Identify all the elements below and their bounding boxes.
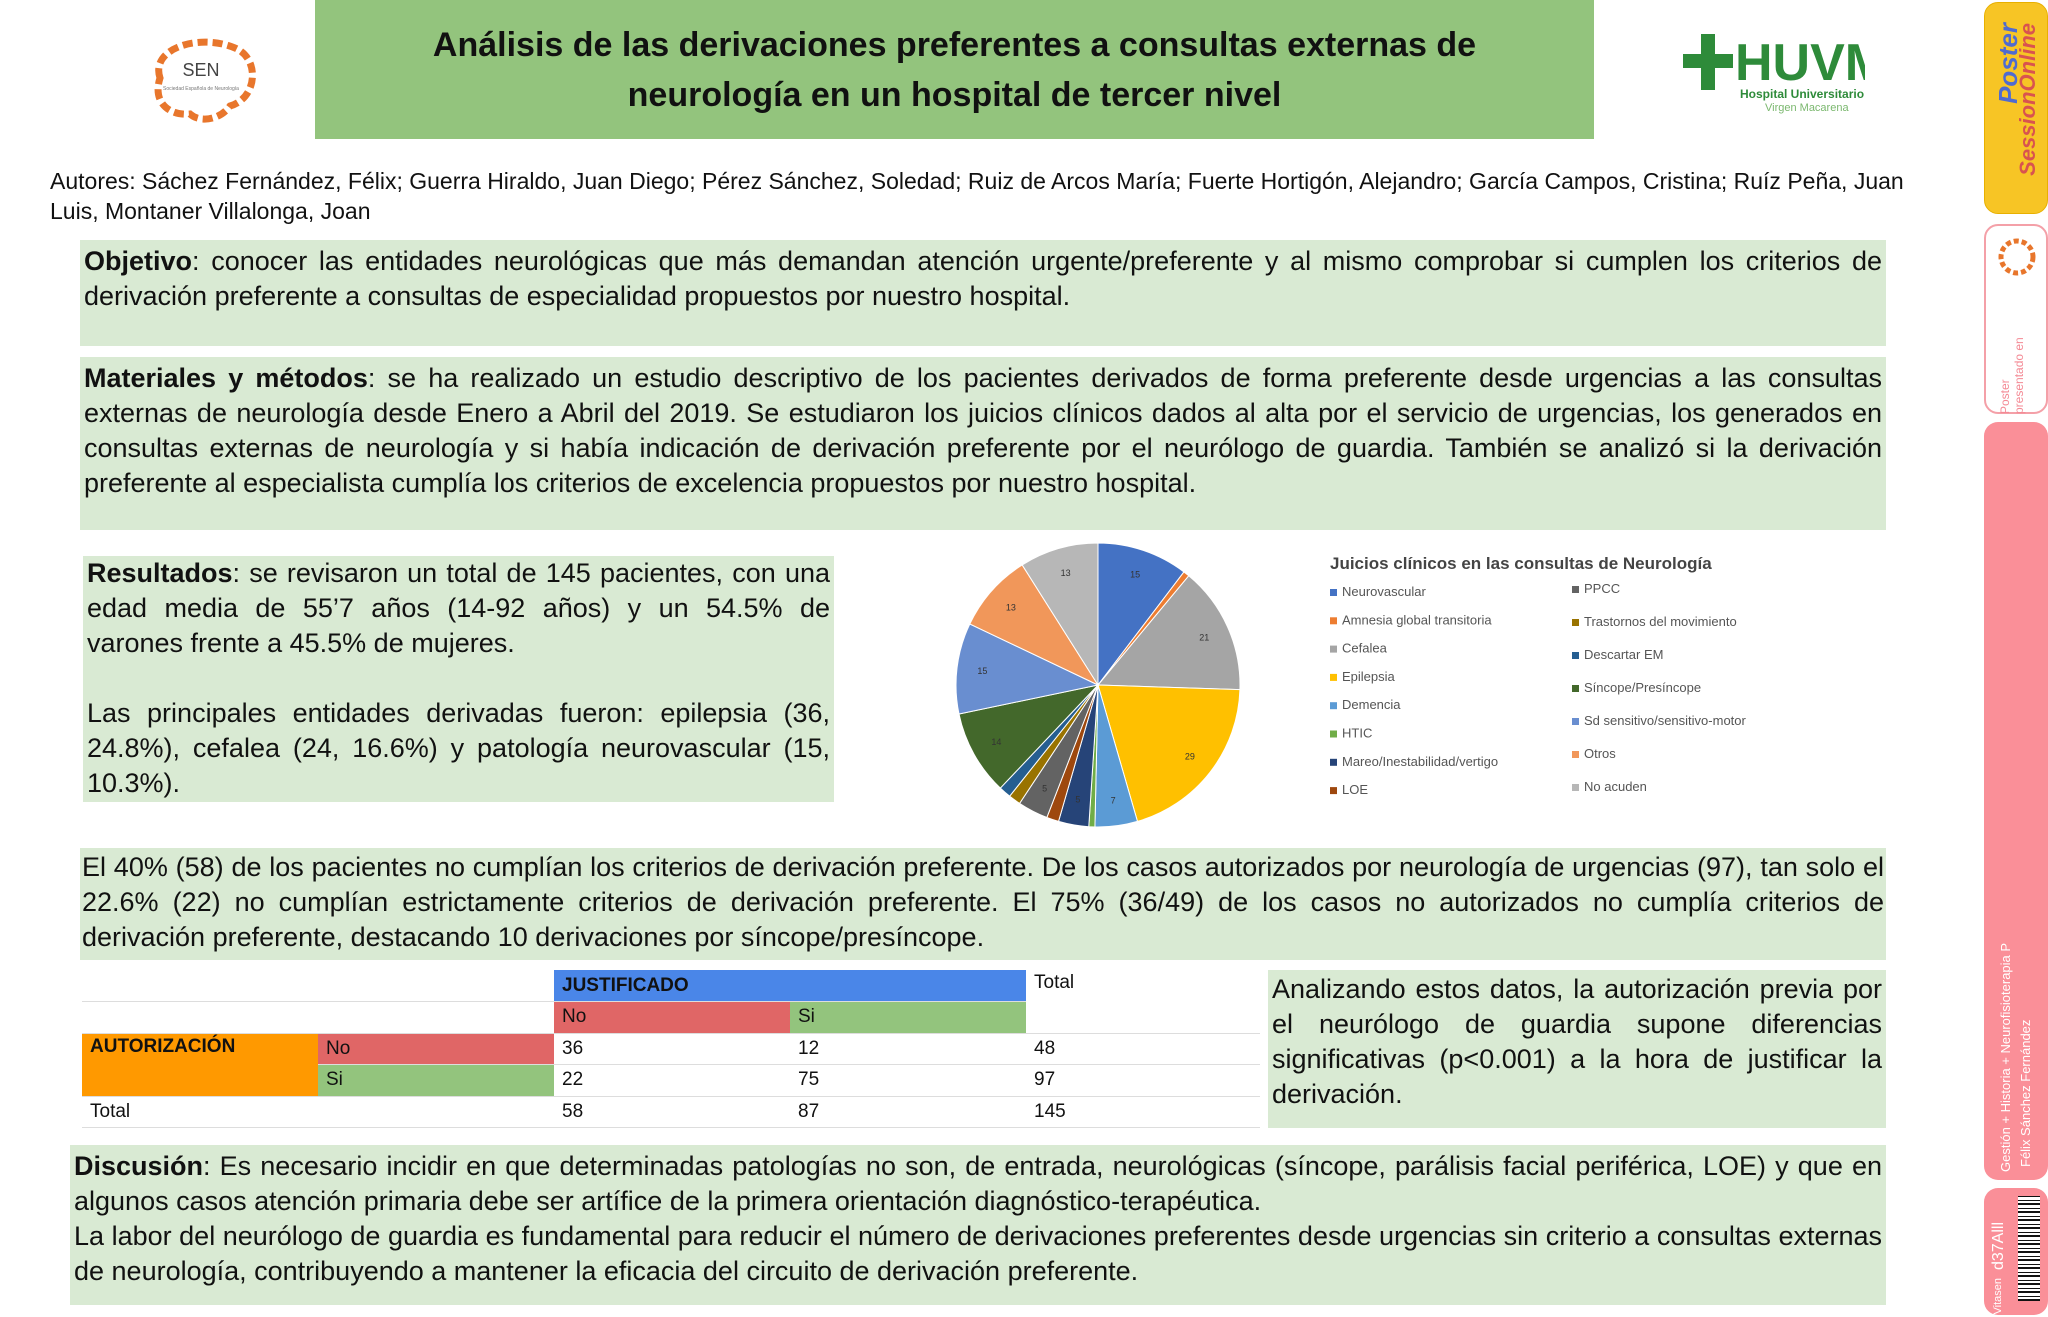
contingency-table [82, 970, 1260, 1128]
pie-data-label: 15 [1130, 569, 1141, 580]
autorizacion-header: AUTORIZACIÓN [82, 1033, 318, 1096]
legend-swatch [1572, 619, 1579, 626]
pie-data-label: 14 [991, 736, 1002, 747]
legend-swatch [1330, 646, 1337, 653]
presented-text: Poster presentado en [1998, 337, 2026, 414]
brand-line-2: SessionOnline [2015, 23, 2040, 176]
legend-item: Mareo/Inestabilidad/vertigo [1342, 753, 1499, 769]
legend-item: No acuden [1584, 779, 1647, 794]
results-detail-text: El 40% (58) de los pacientes no cumplían los criterios de derivación preferente. De los casos autorizados por neurología de urgencias (97), tan solo el 22.6% (22) no cumplían estrictamente criterios de derivación preferente. El 75% (36/49) de los casos no autorizados no cumplía criterios de derivación preferente, destacando 10 derivaciones por síncope/presíncope. [82, 852, 1884, 952]
materiales-label: Materiales y métodos [84, 363, 368, 393]
justificado-no-header: No [554, 1002, 790, 1034]
pie-data-label: 15 [977, 666, 988, 677]
table-cell-empty [82, 1002, 318, 1034]
legend-item: Síncope/Presíncope [1584, 680, 1702, 695]
brand-line-1: Poster [1993, 23, 2023, 104]
code-text: d37Alll [1990, 1222, 2007, 1271]
justificado-header: JUSTIFICADO [554, 970, 1026, 1002]
discusion-label: Discusión [74, 1151, 204, 1181]
objetivo-label: Objetivo [84, 246, 193, 276]
discusion-section [70, 1145, 1886, 1305]
materiales-text: : se ha realizado un estudio descriptivo de los pacientes derivados de forma preferente desde urgencias a las consultas externas de neurología desde Enero a Abril del 2019. Se estudiaron los juicios clínicos dados al alta por el servicio de urgencias, los generados en consultas externas de neurología y si había indicación de derivación preferente por el neurólogo de guardia. También se analizó si la derivación preferente al especialista cumplía los criterios de excelencia propuestos por nuestro hospital. [84, 363, 1882, 498]
pie-data-label: 29 [1184, 751, 1195, 762]
legend-swatch [1572, 586, 1579, 593]
svg-text:Hospital Universitario: Hospital Universitario [1740, 87, 1865, 101]
table-cell-empty [318, 1002, 554, 1034]
sidebar-info-panel [1984, 422, 2048, 1180]
legend-swatch [1572, 652, 1579, 659]
analysis-section [1268, 970, 1886, 1128]
huvm-logo [1675, 22, 1865, 122]
pie-data-label: 5 [1042, 783, 1048, 794]
results-detail-section [80, 848, 1886, 960]
legend-item: Amnesia global transitoria [1342, 612, 1492, 628]
svg-text:Sociedad Española de Neurologí: Sociedad Española de Neurología [163, 86, 239, 92]
discusion-text: : Es necesario incidir en que determinadas patologías no son, de entrada, neurológicas (síncope, parálisis facial periférica, LOE) y que en algunos casos atención primaria debe ser artífice de la primera orientación diagnóstico-terapéutica. [74, 1151, 1882, 1216]
objetivo-section [80, 240, 1886, 346]
presented-badge [1984, 224, 2048, 414]
legend-swatch [1330, 589, 1337, 596]
table-cell: 145 [1026, 1096, 1260, 1128]
session-text: Gestión + Historia + Neurofisioterapia P [1998, 942, 2013, 1172]
legend-swatch [1330, 674, 1337, 681]
svg-text:SEN: SEN [182, 60, 220, 80]
legend-item: Cefalea [1342, 640, 1387, 656]
brand-small: Vitasen [1992, 1278, 2004, 1315]
legend-item: Demencia [1342, 697, 1401, 713]
table-cell: 36 [554, 1033, 790, 1065]
materiales-section [80, 357, 1886, 530]
table-cell: 87 [790, 1096, 1026, 1128]
poster-session-badge [1984, 2, 2048, 214]
table-cell-empty [318, 1096, 554, 1128]
legend-swatch [1572, 751, 1579, 758]
table-row [82, 970, 1260, 1002]
legend-item: Epilepsia [1342, 668, 1395, 684]
legend-swatch [1330, 702, 1337, 709]
sidebar [1984, 0, 2048, 1317]
resultados-section [83, 556, 834, 802]
chart-title: Juicios clínicos en las consultas de Neurología [1330, 554, 1712, 573]
legend-item: HTIC [1342, 725, 1373, 741]
resultados-label: Resultados [87, 558, 233, 588]
pie-data-label: 7 [1110, 795, 1116, 806]
pie-data-label: 21 [1199, 632, 1210, 643]
resultados-text: : se revisaron un total de 145 pacientes, con una edad media de 55’7 años (14-92 años) y un 54.5% de varones frente a 45.5% de mujeres. [87, 558, 830, 658]
pie-chart [940, 540, 1820, 840]
table-cell: 48 [1026, 1033, 1260, 1065]
table-cell: 97 [1026, 1065, 1260, 1097]
svg-text:Virgen Macarena: Virgen Macarena [1765, 102, 1849, 114]
pie-slices [956, 543, 1240, 827]
title-line-2: neurología en un hospital de tercer nivel [627, 75, 1282, 114]
legend-item: PPCC [1584, 581, 1621, 596]
sidebar-code-panel [1984, 1188, 2048, 1315]
legend-item: Descartar EM [1584, 647, 1664, 662]
table-cell-empty [318, 970, 554, 1002]
pie-data-label: 5 [1075, 794, 1081, 805]
chart-legend [1330, 581, 1747, 797]
legend-item: LOE [1342, 782, 1369, 798]
legend-item: Trastornos del movimiento [1584, 614, 1737, 629]
barcode [2018, 1196, 2040, 1301]
autorizacion-no-label: No [318, 1033, 554, 1065]
pie-data-label: 13 [1005, 602, 1016, 613]
autorizacion-si-label: Si [318, 1065, 554, 1097]
table-row [82, 1033, 1260, 1065]
justificado-si-header: Si [790, 1002, 1026, 1034]
authors: Autores: Sáchez Fernández, Félix; Guerra Hiraldo, Juan Diego; Pérez Sánchez, Soledad; Ruiz de Arcos María; Fuerte Hortigón, Alejandro; García Campos, Cristina; Ruíz Peña, Juan Luis, Montaner Villalonga, Joan [50, 168, 1904, 224]
legend-swatch [1572, 718, 1579, 725]
legend-item: Neurovascular [1342, 584, 1426, 599]
total-row-label: Total [82, 1096, 318, 1128]
legend-swatch [1572, 685, 1579, 692]
legend-swatch [1330, 617, 1337, 624]
legend-swatch [1572, 784, 1579, 791]
poster-title [315, 0, 1594, 139]
objetivo-text: : conocer las entidades neurológicas que más demandan atención urgente/preferente y al mismo comprobar si cumplen los criterios de derivación preferente a consultas de especialidad propuestos por nuestro hospital. [84, 246, 1882, 311]
table-cell: 75 [790, 1065, 1026, 1097]
legend-item: Otros [1584, 746, 1616, 761]
table-cell: 12 [790, 1033, 1026, 1065]
title-line-1: Análisis de las derivaciones preferentes a consultas externas de [432, 25, 1477, 64]
legend-swatch [1330, 731, 1337, 738]
legend-swatch [1330, 759, 1337, 766]
sen-mini-logo [1996, 236, 2038, 278]
table-cell-empty [82, 970, 318, 1002]
author-text: Félix Sánchez Fernández [2018, 1019, 2033, 1167]
table-row [82, 1096, 1260, 1128]
table-cell: 58 [554, 1096, 790, 1128]
sen-logo [140, 28, 262, 126]
resultados-text-2: Las principales entidades derivadas fueron: epilepsia (36, 24.8%), cefalea (24, 16.6%) y patología neurovascular (15, 10.3%). [87, 698, 830, 798]
total-header: Total [1026, 970, 1260, 1033]
legend-item: Sd sensitivo/sensitivo-motor [1584, 713, 1746, 728]
table-cell: 22 [554, 1065, 790, 1097]
analysis-text: Analizando estos datos, la autorización previa por el neurólogo de guardia supone diferencias significativas (p<0.001) a la hora de justificar la derivación. [1272, 974, 1882, 1109]
discusion-text-2: La labor del neurólogo de guardia es fundamental para reducir el número de derivaciones preferentes desde urgencias sin criterio a consultas externas de neurología, contribuyendo a mantener la eficacia del circuito de derivación preferente. [74, 1221, 1882, 1286]
legend-swatch [1330, 787, 1337, 794]
svg-text:HUVM: HUV [1735, 34, 1845, 92]
pie-data-label: 13 [1060, 568, 1071, 579]
